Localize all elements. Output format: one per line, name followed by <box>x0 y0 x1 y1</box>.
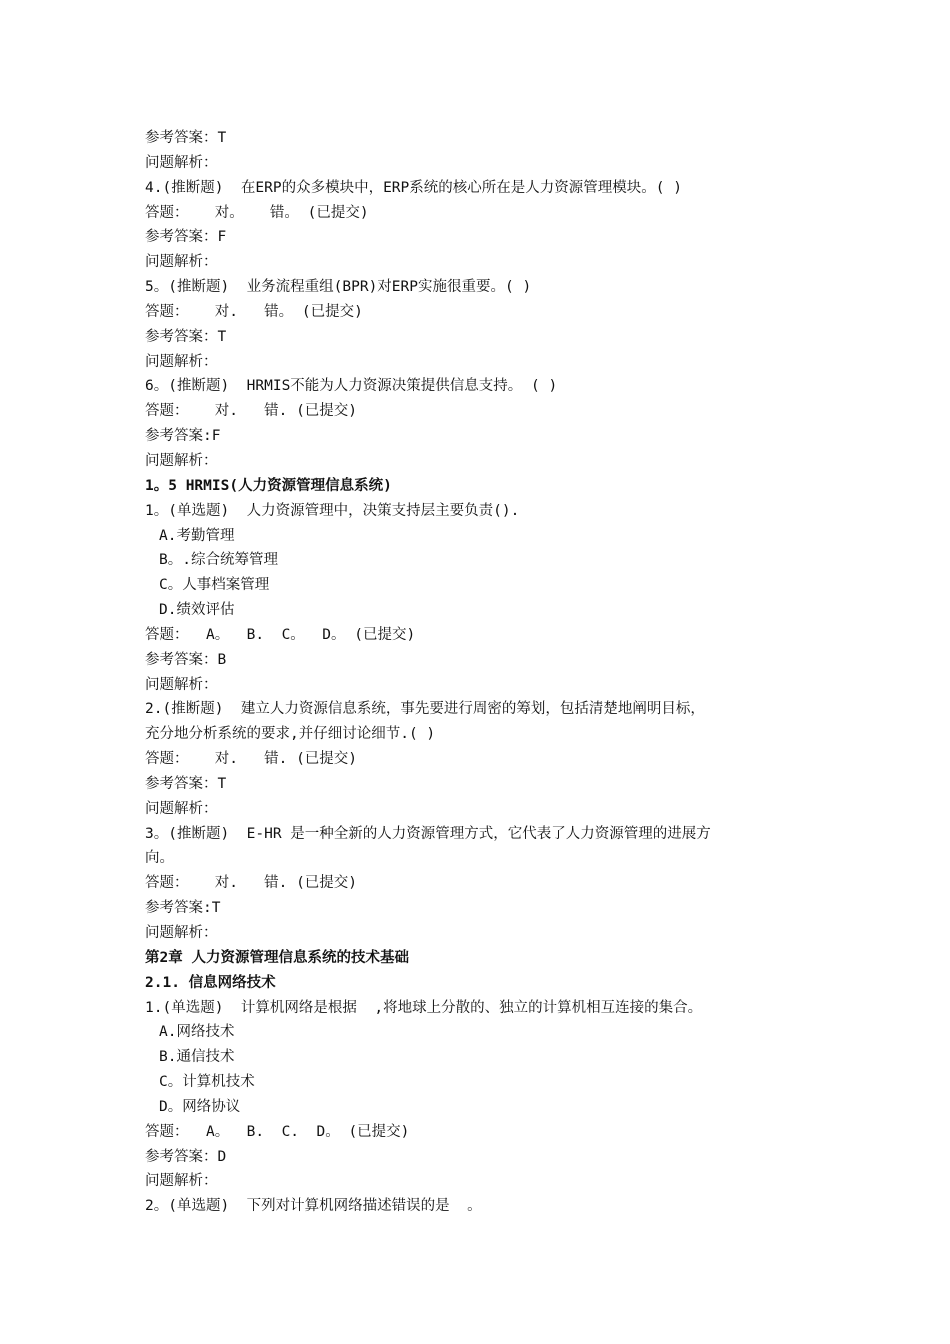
text-line: 参考答案：F <box>145 229 227 246</box>
answer-option: C。人事档案管理 <box>159 577 270 594</box>
answer-option: D。网络协议 <box>159 1098 241 1115</box>
text-line: 2.(推断题) 建立人力资源信息系统，事先要进行周密的筹划，包括清楚地阐明目标， <box>145 701 705 718</box>
text-line: 问题解析： <box>145 925 218 941</box>
text-line: 问题解析： <box>145 1173 218 1190</box>
text-line: 4.(推断题) 在ERP的众多模块中，ERP系统的核心所在是人力资源管理模块。( ) <box>145 179 682 196</box>
text-line: 参考答案：T <box>145 130 227 146</box>
text-line: 问题解析： <box>145 676 218 693</box>
answer-option: A.网络技术 <box>159 1024 235 1041</box>
answer-option: D.绩效评估 <box>159 602 235 619</box>
section-heading: 第2章 人力资源管理信息系统的技术基础 <box>145 949 409 966</box>
text-line: 参考答案：D <box>145 1148 227 1165</box>
text-line: 1.(单选题) 计算机网络是根据 ,将地球上分散的、独立的计算机相互连接的集合。 <box>145 999 703 1016</box>
text-line: 向。 <box>145 850 174 867</box>
text-line: 充分地分析系统的要求,并仔细讨论细节.( ) <box>145 726 436 743</box>
answer-option: B。.综合统筹管理 <box>159 552 278 569</box>
text-line: 问题解析： <box>145 154 218 171</box>
text-line: 6。(推断题) HRMIS不能为人力资源决策提供信息支持。 ( ) <box>145 378 558 395</box>
text-line: 问题解析： <box>145 800 218 817</box>
text-line: 5。(推断题) 业务流程重组(BPR)对ERP实施很重要。( ) <box>145 279 532 296</box>
answer-option: C。计算机技术 <box>159 1074 255 1091</box>
text-line: 问题解析： <box>145 452 218 469</box>
text-line: 答题： A。 B. C. D。 (已提交) <box>145 1123 410 1140</box>
text-line: 答题： 对. 错。 (已提交) <box>145 303 363 320</box>
text-line: 1。(单选题) 人力资源管理中，决策支持层主要负责(). <box>145 502 520 519</box>
text-line: 2。(单选题) 下列对计算机网络描述错误的是 。 <box>145 1198 482 1215</box>
text-line: 参考答案:F <box>145 428 221 445</box>
section-heading: 2.1. 信息网络技术 <box>145 974 276 991</box>
answer-option: B.通信技术 <box>159 1049 235 1066</box>
text-line: 参考答案：B <box>145 651 227 668</box>
text-line: 参考答案：T <box>145 328 227 345</box>
text-line: 答题： 对. 错. (已提交) <box>145 875 358 892</box>
text-line: 参考答案：T <box>145 775 227 792</box>
document-page <box>145 126 825 1219</box>
text-line: 答题： 对. 错. (已提交) <box>145 403 358 420</box>
text-line: 问题解析： <box>145 254 218 271</box>
answer-option: A.考勤管理 <box>159 527 235 544</box>
text-line: 答题： A。 B. C。 D。 (已提交) <box>145 626 416 643</box>
text-line: 3。(推断题) E-HR 是一种全新的人力资源管理方式，它代表了人力资源管理的进展方 <box>145 825 711 842</box>
section-heading: 1。5 HRMIS(人力资源管理信息系统) <box>145 477 392 494</box>
text-line: 答题： 对. 错. (已提交) <box>145 751 358 768</box>
text-line: 答题： 对。 错。 (已提交) <box>145 204 369 221</box>
text-line: 参考答案:T <box>145 900 221 917</box>
text-line: 问题解析： <box>145 353 218 370</box>
